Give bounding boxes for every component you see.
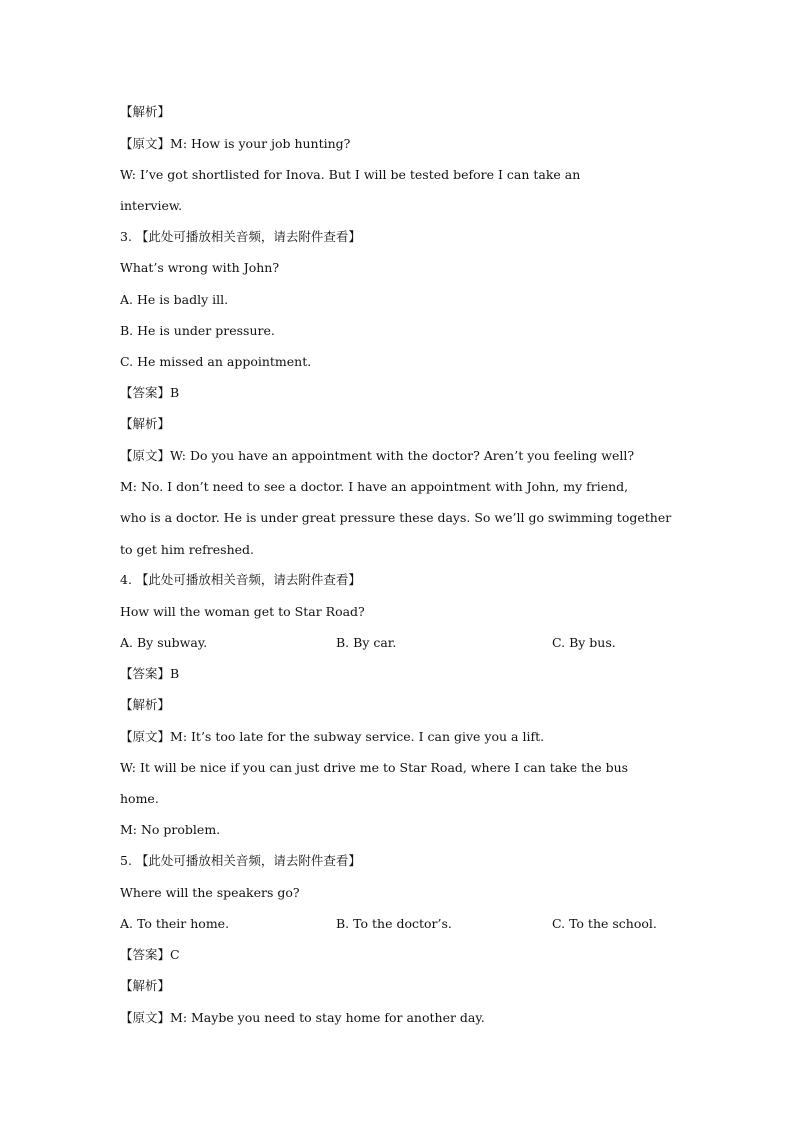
question-3-transcript-line [120,448,634,464]
question-5-option-a: A. To their home. [120,916,230,931]
question-5-option-b: B. To the doctor’s. [336,916,452,931]
question-4-heading: 4. 【此处可播放相关音频，请去附件查看】 [120,572,361,587]
answer-value: B [170,666,180,681]
question-5-heading: 5. 【此处可播放相关音频，请去附件查看】 [120,853,361,868]
question-3-option-b: B. He is under pressure. [120,323,275,338]
question-5-text: Where will the speakers go? [120,885,300,900]
question-5-answer [120,947,180,963]
question-3-transcript-line: M: No. I don’t need to see a doctor. I have an appointment with John, my friend, [120,479,629,494]
question-4-option-c: C. By bus. [552,635,616,650]
question-5-option-c: C. To the school. [552,916,657,931]
question-4-transcript-line: M: No problem. [120,822,221,837]
transcript-tag: 【原文】 [120,136,171,151]
question-4-transcript-line: W: It will be nice if you can just drive me to Star Road, where I can take the bus [120,760,629,775]
question-4-transcript-line: home. [120,791,159,806]
question-4-transcript-line [120,729,544,745]
question-4-option-a: A. By subway. [120,635,208,650]
question-3-answer [120,385,179,401]
question-4-answer [120,666,179,682]
transcript-text: M: It’s too late for the subway service. I can give you a lift. [170,729,545,744]
transcript-text: M: Maybe you need to stay home for another day. [170,1010,485,1025]
question-4-option-b: B. By car. [336,635,397,650]
question-3-text: What’s wrong with John? [120,260,280,275]
question-3-transcript-line: who is a doctor. He is under great pressure these days. So we’ll go swimming together [120,510,672,525]
transcript-text: W: Do you have an appointment with the doctor? Aren’t you feeling well? [170,448,635,463]
transcript-tag: 【原文】 [120,448,171,463]
answer-tag: 【答案】 [120,385,171,400]
answer-value: B [170,385,180,400]
transcript-line [120,136,350,152]
question-4-text: How will the woman get to Star Road? [120,604,365,619]
question-3-analysis-label: 【解析】 [120,416,171,431]
transcript-text: M: How is your job hunting? [170,136,351,151]
transcript-line: W: I’ve got shortlisted for Inova. But I will be tested before I can take an [120,167,581,182]
question-5-transcript-line [120,1010,485,1026]
answer-tag: 【答案】 [120,947,171,962]
question-3-heading: 3. 【此处可播放相关音频，请去附件查看】 [120,229,361,244]
transcript-tag: 【原文】 [120,729,171,744]
transcript-tag: 【原文】 [120,1010,171,1025]
answer-tag: 【答案】 [120,666,171,681]
question-5-analysis-label: 【解析】 [120,978,171,993]
question-3-option-a: A. He is badly ill. [120,292,229,307]
transcript-line: interview. [120,198,183,213]
question-3-transcript-line: to get him refreshed. [120,542,255,557]
question-4-analysis-label: 【解析】 [120,697,171,712]
answer-value: C [170,947,180,962]
analysis-label: 【解析】 [120,104,171,119]
question-3-option-c: C. He missed an appointment. [120,354,312,369]
